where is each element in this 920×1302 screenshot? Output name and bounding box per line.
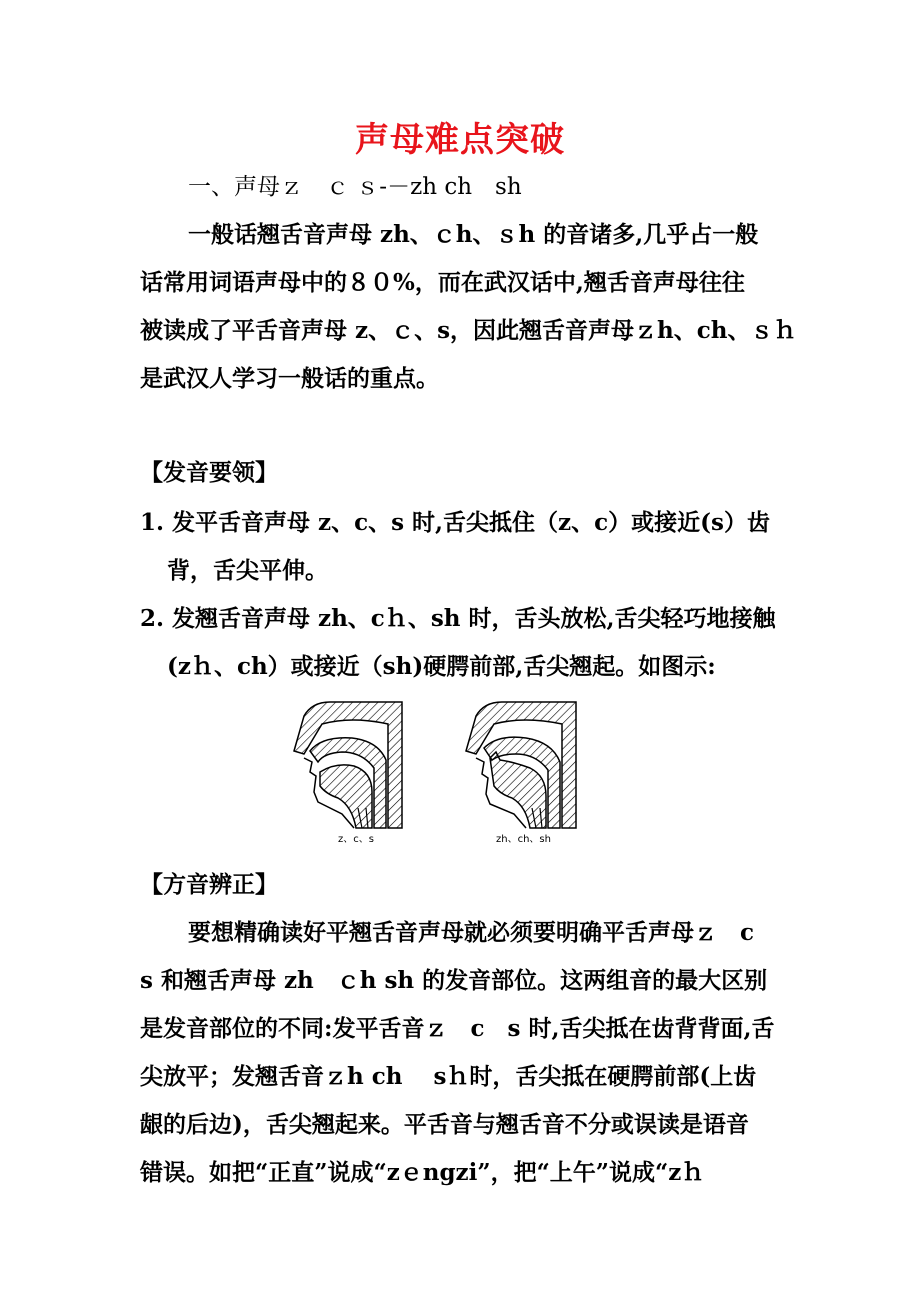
retroflex-tongue-diagram [466, 702, 576, 828]
paragraph-line: 被读成了平舌音声母 z、ｃ、s，因此翘舌音声母ｚh、ch、ｓｈ [140, 317, 797, 344]
articulation-figures [282, 696, 602, 846]
paragraph-line: 一般话翘舌音声母 zh、ｃh、ｓh 的音诸多,几乎占一般 [188, 221, 759, 248]
tongue-lower [490, 752, 546, 828]
list-item-line: (zｈ、ch）或接近（sh)硬腭前部,舌尖翘起。如图示: [167, 653, 716, 680]
paragraph-line: 错误。如把“正直”说成“zｅngzi”，把“上午”说成“zｈ [140, 1159, 705, 1186]
paragraph-line: 尖放平；发翘舌音ｚh ch sｈ时，舌尖抵在硬腭前部(上齿 [140, 1063, 757, 1090]
paragraph-line: 要想精确读好平翘舌音声母就必须要明确平舌声母ｚ c [188, 919, 755, 946]
paragraph-line: 话常用词语声母中的８０%，而在武汉话中,翘舌音声母往往 [140, 269, 745, 296]
page-title: 声母难点突破 [355, 120, 565, 160]
figure-caption-right: zh、ch、sh [496, 834, 551, 845]
list-item-line: 2. 发翘舌音声母 zh、cｈ、sh 时，舌头放松,舌尖轻巧地接触 [140, 605, 776, 632]
section-heading: 一、声母ｚ ｃ ｓ-－zh ch sh [188, 174, 522, 200]
list-item-line: 1. 发平舌音声母 z、c、s 时,舌尖抵住（z、c）或接近(s）齿 [140, 509, 770, 536]
paragraph-line: 是发音部位的不同:发平舌音ｚ c s 时,舌尖抵在齿背背面,舌 [140, 1015, 775, 1042]
section-heading: 【方音辨正】 [140, 871, 278, 898]
paragraph-line: s 和翘舌声母 zh ｃh sh 的发音部位。这两组音的最大区别 [140, 967, 768, 994]
articulation-diagram [282, 696, 602, 846]
section-heading: 【发音要领】 [140, 459, 278, 486]
list-item-line: 背，舌尖平伸。 [167, 557, 328, 584]
paragraph-line: 龈的后边)，舌尖翘起来。平舌音与翘舌音不分或误读是语音 [140, 1111, 749, 1138]
flat-tongue-diagram [294, 702, 402, 828]
figure-caption-left: z、c、s [338, 834, 374, 845]
paragraph-line: 是武汉人学习一般话的重点。 [140, 365, 439, 392]
